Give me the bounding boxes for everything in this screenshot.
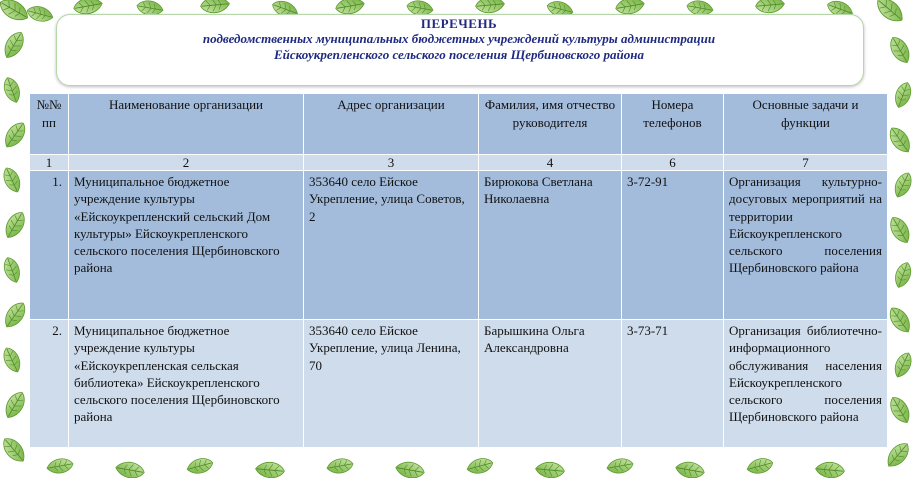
document-subtitle-line1: подведомственных муниципальных бюджетных учреждений культуры администрации [202,31,716,46]
table-header-row [30,94,888,155]
column-header-phone: Номера телефонов [622,94,724,155]
column-header-head: Фамилия, имя отчество руководителя [479,94,622,155]
row-number: 1. [30,171,69,320]
organization-address: 353640 село Ейское Укрепление, улица Ленина, 70 [304,320,479,448]
organizations-table [29,93,887,443]
document-header [56,16,862,63]
organization-phone: 3-73-71 [622,320,724,448]
organization-tasks: Организация культурно-досуговых мероприятий на территории Ейскоукрепленского сельского поселения Щербиновского района [724,171,888,320]
column-header-name: Наименование организации [69,94,304,155]
organization-head: Барышкина Ольга Александровна [479,320,622,448]
column-header-address: Адрес организации [304,94,479,155]
document-subtitle-line2: Ейскоукрепленского сельского поселения Щербиновского района [274,47,644,62]
document-title: ПЕРЕЧЕНЬ [420,16,498,31]
organization-name: Муниципальное бюджетное учреждение культуры «Ейскоукрепленская сельская библиотека» Ейскоукрепленского сельского поселения Щербиновского района [69,320,304,448]
organization-tasks: Организация библиотечно-информационного обслуживания населения Ейскоукрепленского сельского поселения Щербиновского района [724,320,888,448]
organization-phone: 3-72-91 [622,171,724,320]
column-header-number: №№ пп [30,94,69,155]
column-number: 2 [69,155,304,171]
column-number: 7 [724,155,888,171]
column-number: 3 [304,155,479,171]
leaves-left [0,29,30,466]
column-number: 4 [479,155,622,171]
organization-name: Муниципальное бюджетное учреждение культуры «Ейскоукрепленский сельский Дом культуры» Ейскоукрепленского сельского поселения Щербиновского района [69,171,304,320]
organization-address: 353640 село Ейское Укрепление, улица Советов, 2 [304,171,479,320]
leaves-bottom [46,456,845,478]
row-number: 2. [30,320,69,448]
column-header-tasks: Основные задачи и функции [724,94,888,155]
column-number: 6 [622,155,724,171]
table-row [30,320,888,448]
column-number: 1 [30,155,69,171]
column-number-row [30,155,888,171]
organization-head: Бирюкова Светлана Николаевна [479,171,622,320]
table-row [30,171,888,320]
